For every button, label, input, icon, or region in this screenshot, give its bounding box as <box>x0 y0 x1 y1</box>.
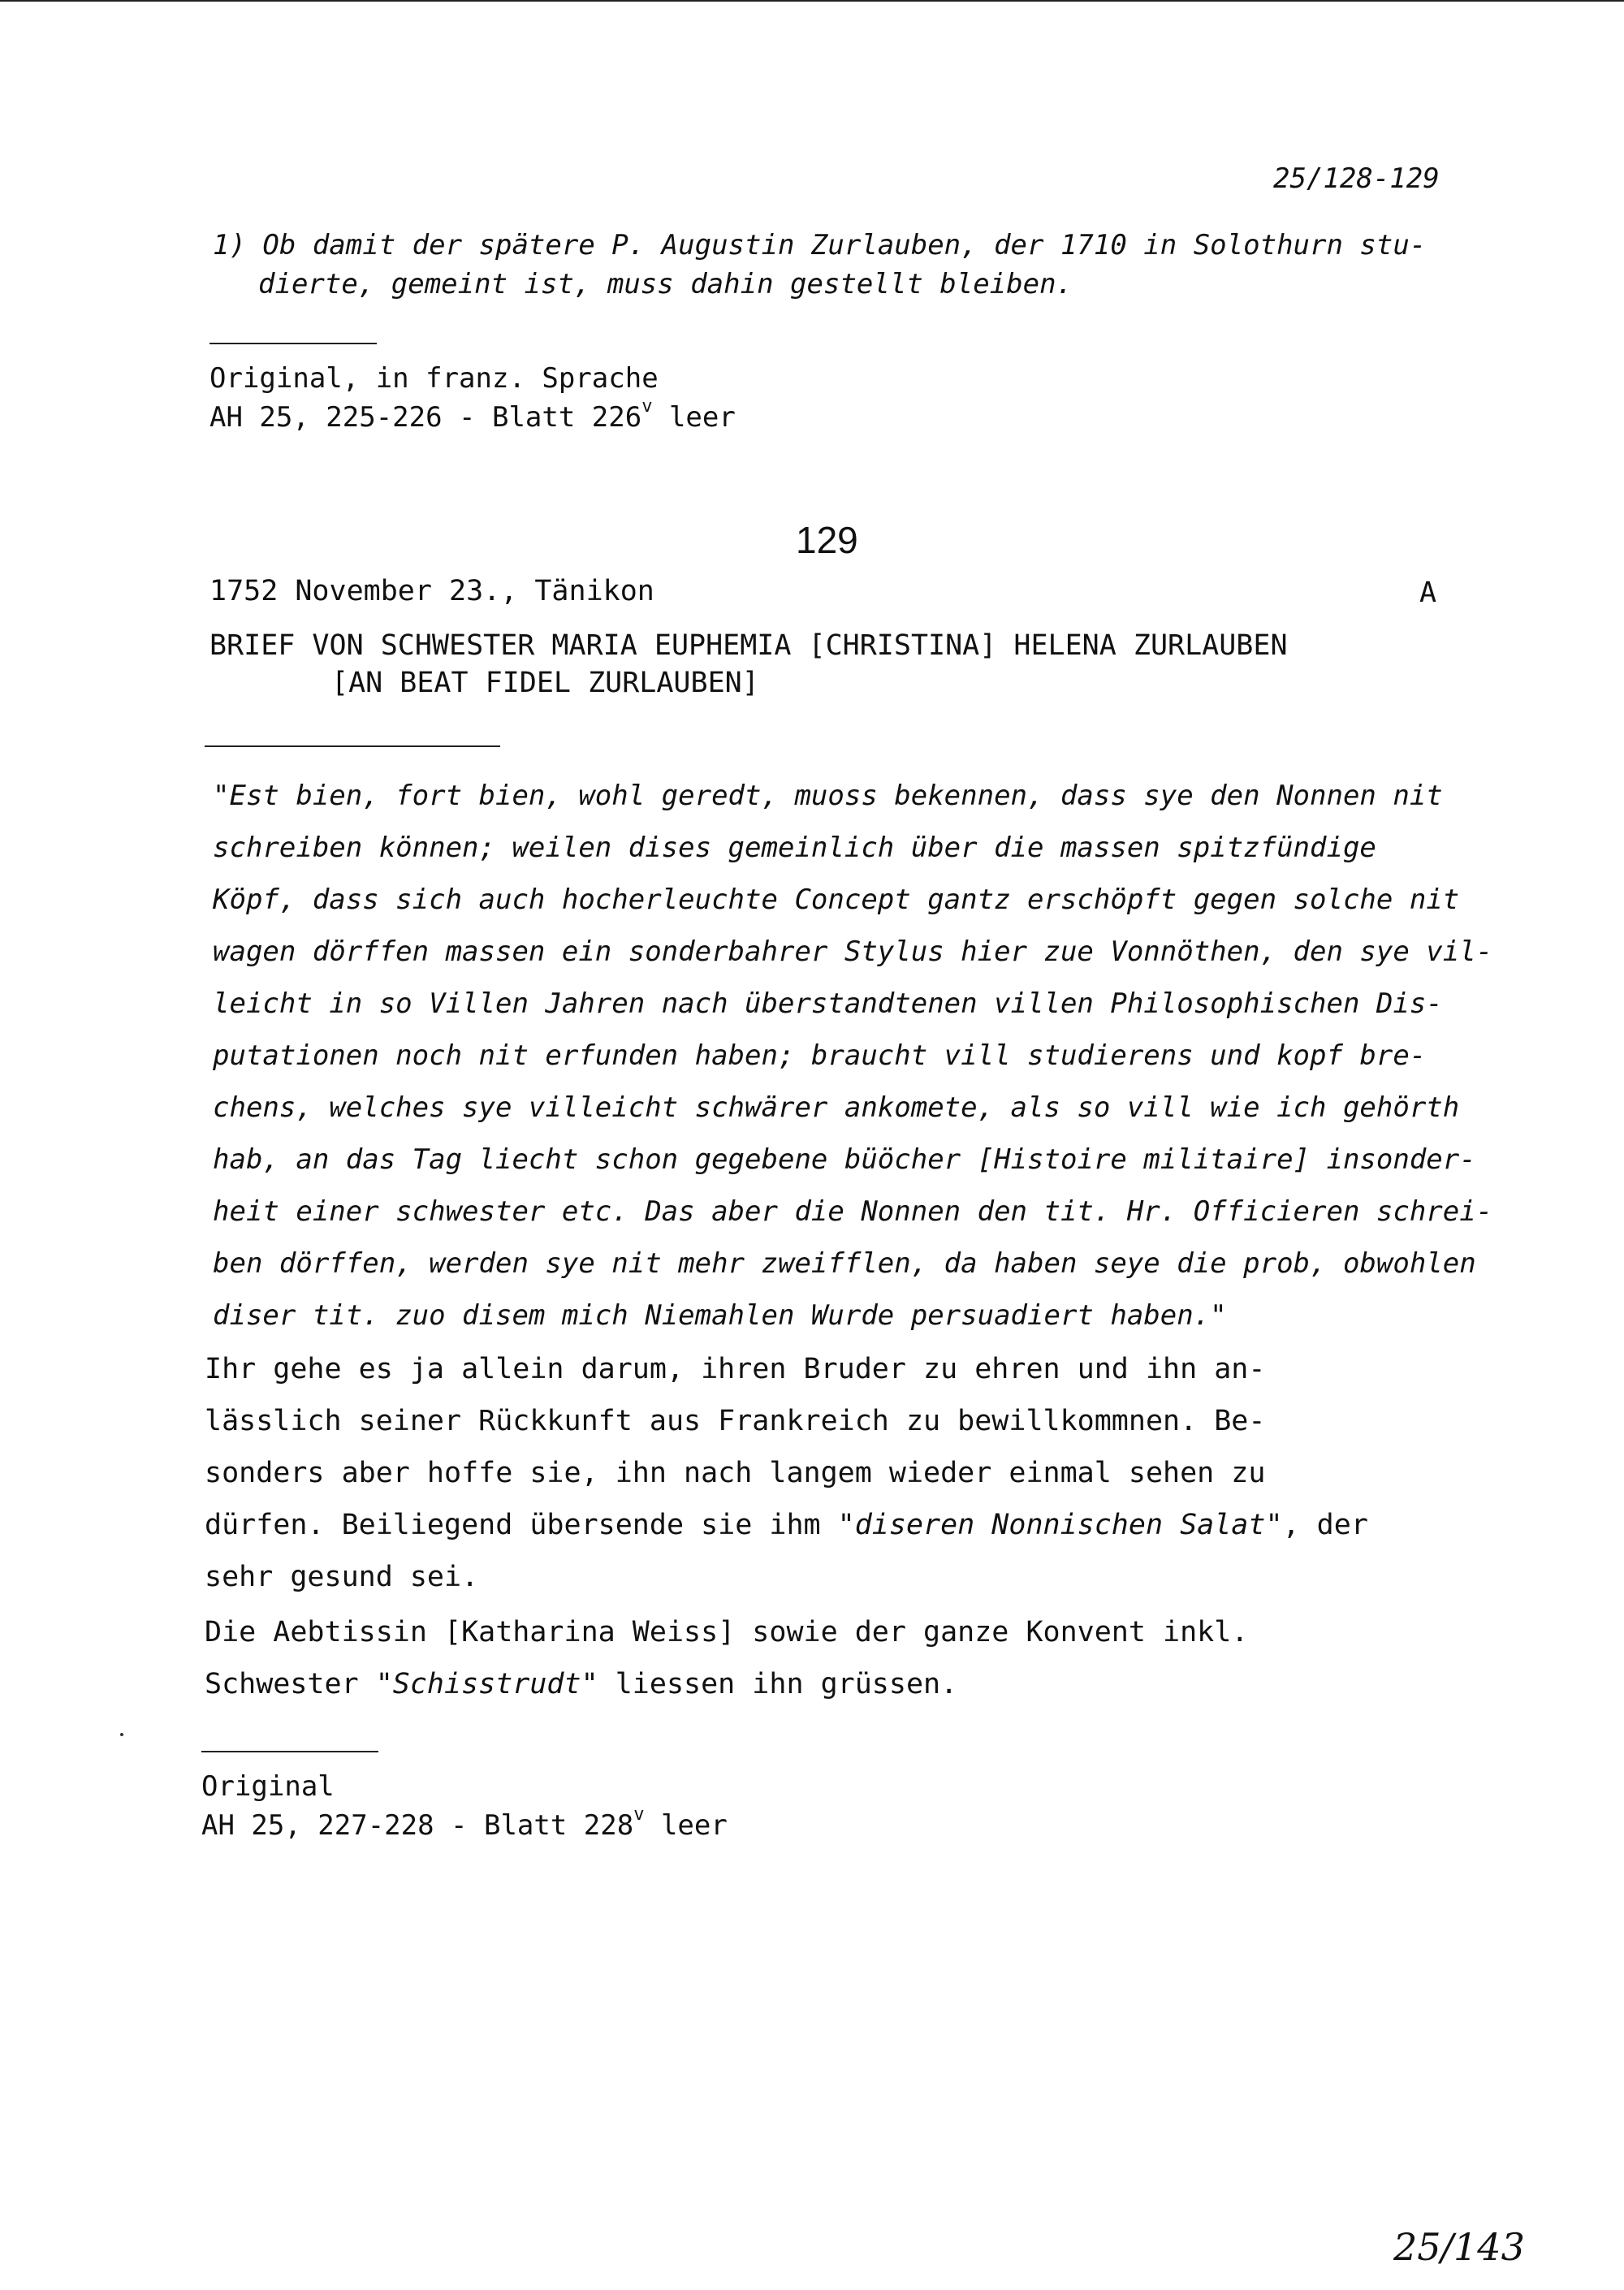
quote-line: leicht in so Villen Jahren nach überstandtenen villen Philosophischen Dis- <box>213 987 1443 1020</box>
handwritten-archive-number: 25/143 <box>1393 2225 1525 2269</box>
quote-line: ben dörffen, werden sye nit mehr zweifflen, da haben seye die prob, obwohlen <box>213 1247 1476 1280</box>
quote-line: putationen noch nit erfunden haben; braucht vill studierens und kopf bre- <box>213 1039 1427 1072</box>
title-line: BRIEF VON SCHWESTER MARIA EUPHEMIA [CHRISTINA] HELENA ZURLAUBEN <box>209 629 1288 662</box>
body-quote: "diseren Nonnischen Salat" <box>837 1509 1283 1541</box>
quote-line: "Est bien, fort bien, wohl geredt, muoss bekennen, dass sye den Nonnen nit <box>213 780 1443 812</box>
body-text: dürfen. Beiliegend übersende sie ihm <box>205 1509 838 1541</box>
quote-line: diser tit. zuo disem mich Niemahlen Wurde persuadiert haben." <box>213 1299 1227 1332</box>
quote-line: Köpf, dass sich auch hocherleuchte Concept gantz erschöpft gegen solche nit <box>213 884 1460 916</box>
footnote-line: 1) Ob damit der spätere P. Augustin Zurlauben, der 1710 in Solothurn stu- <box>213 229 1427 261</box>
quote-line: schreiben können; weilen dises gemeinlich über die massen spitzfündige <box>213 832 1376 864</box>
separator-rule <box>205 745 500 747</box>
body-text: , der <box>1282 1509 1368 1541</box>
separator-rule <box>201 1751 378 1752</box>
quote-line: heit einer schwester etc. Das aber die Nonnen den tit. Hr. Officieren schrei- <box>213 1195 1493 1228</box>
verso-superscript: v <box>633 1804 645 1825</box>
footnote <box>213 226 1426 304</box>
source-citation: AH 25, 227-228 - Blatt 228 <box>201 1809 634 1842</box>
source-note-1 <box>209 362 736 434</box>
body-line: sehr gesund sei. <box>205 1561 479 1593</box>
body-quote: "Schisstrudt" <box>375 1668 598 1700</box>
document-title <box>209 627 1288 702</box>
quote-line: chens, welches sye villeicht schwärer ankomete, als so vill wie ich gehörth <box>213 1091 1460 1124</box>
page-reference: 25/128-129 <box>1273 162 1440 195</box>
source-citation: AH 25, 225-226 - Blatt 226 <box>209 401 642 434</box>
source-suffix: leer <box>644 1809 728 1842</box>
page-top-edge <box>0 0 1624 2</box>
source-line: Original <box>201 1770 335 1803</box>
category-letter: A <box>1419 577 1437 609</box>
document-number: 129 <box>796 519 858 561</box>
quote-line: wagen dörffen massen ein sonderbahrer Stylus hier zue Vonnöthen, den sye vil- <box>213 935 1493 968</box>
source-note-2 <box>201 1770 728 1842</box>
source-suffix: leer <box>652 401 736 434</box>
source-line: Original, in franz. Sprache <box>209 362 659 395</box>
source-line <box>201 1804 728 1842</box>
dateline: 1752 November 23., Tänikon <box>209 575 654 607</box>
separator-rule <box>209 343 377 344</box>
body-line: lässlich seiner Rückkunft aus Frankreich zu bewillkommnen. Be- <box>205 1405 1266 1437</box>
source-line <box>209 396 736 434</box>
quote-line: hab, an das Tag liecht schon gegebene büöcher [Histoire militaire] insonder- <box>213 1143 1476 1176</box>
verso-superscript: v <box>641 396 653 417</box>
body-line: sonders aber hoffe sie, ihn nach langem wieder einmal sehen zu <box>205 1457 1266 1489</box>
body-line: Ihr gehe es ja allein darum, ihren Bruder zu ehren und ihn an- <box>205 1353 1266 1385</box>
footnote-line: dierte, gemeint ist, muss dahin gestellt bleiben. <box>258 268 1073 300</box>
body-line <box>205 1509 1368 1541</box>
body-text: Schwester <box>205 1668 376 1700</box>
body-line <box>205 1668 957 1700</box>
speck-mark <box>120 1733 123 1736</box>
title-line: [AN BEAT FIDEL ZURLAUBEN] <box>331 667 759 699</box>
body-line: Die Aebtissin [Katharina Weiss] sowie der ganze Konvent inkl. <box>205 1616 1249 1648</box>
body-text: liessen ihn grüssen. <box>598 1668 958 1700</box>
